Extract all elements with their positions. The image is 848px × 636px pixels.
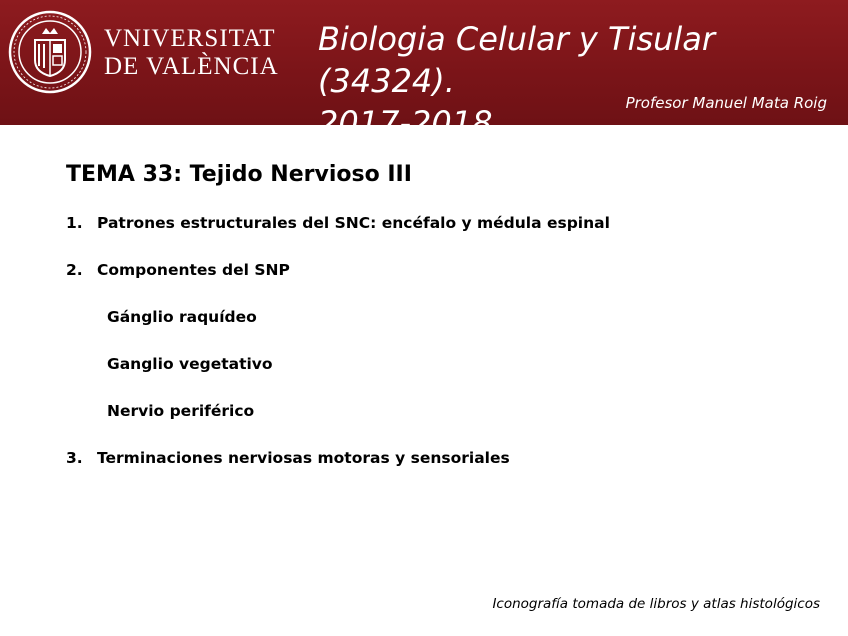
course-title xyxy=(318,18,838,144)
topic-title: TEMA 33: Tejido Nervioso III xyxy=(66,162,412,187)
image-credit-note: Iconografía tomada de libros y atlas histológicos xyxy=(492,596,820,612)
university-seal-icon xyxy=(8,10,92,94)
slide-content xyxy=(66,160,826,494)
list-item-label: Patrones estructurales del SNC: encéfalo y médula espinal xyxy=(97,214,610,232)
sub-list-item: Nervio periférico xyxy=(107,402,255,420)
sub-list-item: Gánglio raquídeo xyxy=(107,308,257,326)
university-logotype xyxy=(104,26,279,79)
list-item xyxy=(66,447,826,470)
course-title-line1: Biologia Celular y Tisular (34324). xyxy=(318,20,716,100)
list-item-label: Terminaciones nerviosas motoras y sensoriales xyxy=(97,449,510,467)
list-item-label: Componentes del SNP xyxy=(97,261,290,279)
university-name-line2: DE VALÈNCIA xyxy=(104,53,279,80)
slide-header xyxy=(0,0,848,142)
list-item-number: 1. xyxy=(66,214,83,232)
list-item xyxy=(66,259,826,282)
list-item-number: 2. xyxy=(66,261,83,279)
sub-list-item: Ganglio vegetativo xyxy=(107,355,273,373)
university-name-line1: VNIVERSITAT xyxy=(104,25,276,52)
list-item xyxy=(66,212,826,235)
course-title-line2: 2017-2018 xyxy=(318,104,493,142)
list-item-number: 3. xyxy=(66,449,83,467)
professor-name: Profesor Manuel Mata Roig xyxy=(625,94,827,112)
